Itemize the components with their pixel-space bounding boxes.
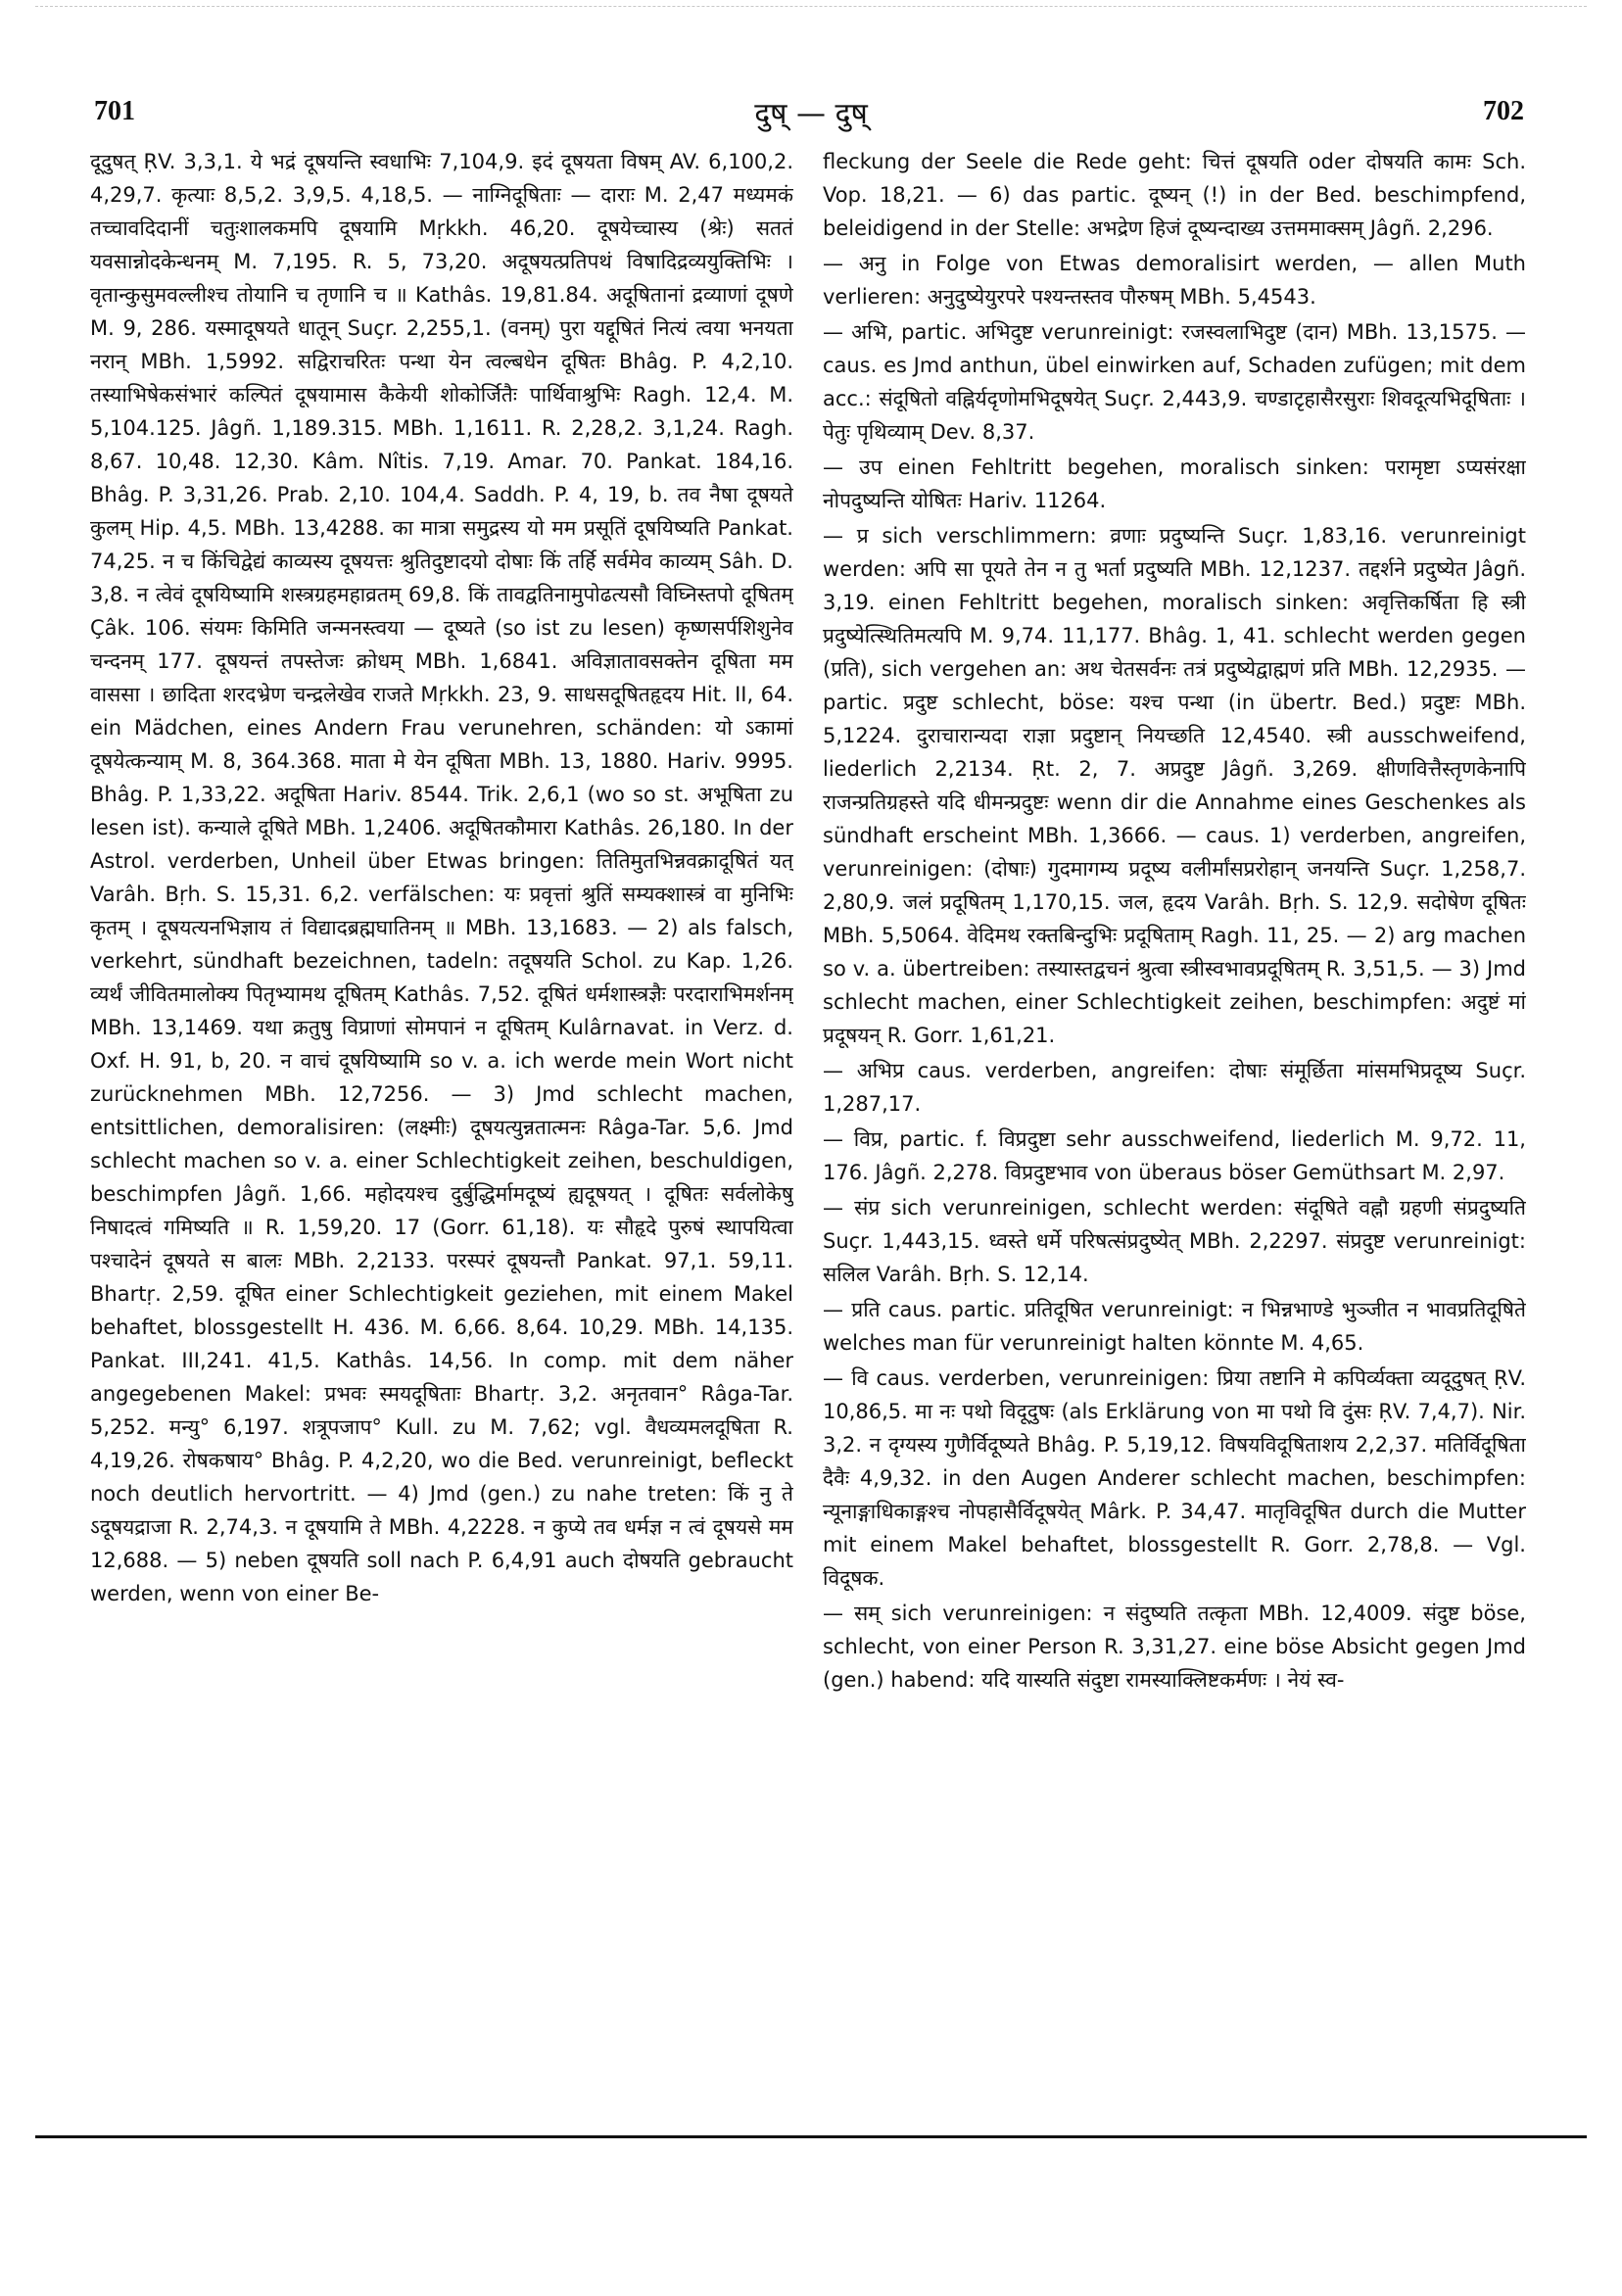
right-column	[823, 145, 1526, 2053]
entry-upa: — उप einen Fehltritt begehen, moralisch sinken: परामृष्टा ऽप्यसंरक्षा नोपदुष्यन्ति योषितः Hariv. 11264.	[823, 455, 1526, 512]
entry-sam: — सम् sich verunreinigen: न संदुष्यति तत्कृता MBh. 12,4009. संदुष्ट böse, schlecht, von einer Person R. 3,31,27. eine böse Absicht gegen Jmd (gen.) habend: यदि यास्यति संदुष्टा रामस्याक्लिष्टकर्मणः । नेयं स्व-	[823, 1602, 1526, 1692]
left-column-text: दूदुषत् ṚV. 3,3,1. ये भद्रं दूषयन्ति स्वधाभिः 7,104,9. इदं दूषयता विषम् AV. 6,100,2. 4,29,7. कृत्याः 8,5,2. 3,9,5. 4,18,5. — नाग्निदूषिताः — दाराः M. 2,47 मध्यमकं तच्चावदिदानीं चतुःशालकमपि दूषयामि Mṛkkh. 46,20. दूषयेच्चास्य (श्रेः) सततं यवसान्नोदकेन्धनम् M. 7,195. R. 5, 73,20. अदूषयत्प्रतिपथं विषादिद्रव्ययुक्तिभिः । वृतान्कुसुमवल्लीश्च तोयानि च तृणानि च ॥ Kathâs. 19,81.84. अदूषितानां द्रव्याणां दूषणे M. 9, 286. यस्मादूषयते धातून् Suçr. 2,255,1. (वनम्) पुरा यद्दूषितं नित्यं त्वया भनयता नरान् MBh. 1,5992. सद्विराचरितः पन्था येन त्वल्बधेन दूषितः Bhâg. P. 4,2,10. तस्याभिषेकसंभारं कल्पितं दूषयामास कैकेयी शोकोर्जितैः पार्थिवाश्रुभिः Ragh. 12,4. M. 5,104.125. Jâgñ. 1,189.315. MBh. 1,1611. R. 2,28,2. 3,1,24. Ragh. 8,67. 10,48. 12,30. Kâm. Nîtis. 7,19. Amar. 70. Pankat. 184,16. Bhâg. P. 3,31,26. Prab. 2,10. 104,4. Saddh. P. 4, 19, b. तव नैषा दूषयते कुलम् Hip. 4,5. MBh. 13,4288. का मात्रा समुद्रस्य यो मम प्रसूतिं दूषयिष्यति Pankat. 74,25. न च किंचिद्वेद्यं काव्यस्य दूषयत्तः श्रुतिदुष्टादयो दोषाः किं तर्हि सर्वमेव काव्यम् Sâh. D. 3,8. न त्वेवं दूषयिष्यामि शस्त्रग्रहमहाव्रतम् 69,8. किं तावद्वतिनामुपोढत्यसौ विघ्निस्तपो दूषितम् Çâk. 106. संयमः किमिति जन्मनस्त्वया — दूष्यते (so ist zu lesen) कृष्णसर्पशिशुनेव चन्दनम् 177. दूषयन्तं तपस्तेजः क्रोधम् MBh. 1,6841. अविज्ञातावसक्तेन दूषिता मम वाससा । छादिता शरदभ्रेण चन्द्रलेखेव राजते Mṛkkh. 23, 9. साधसदूषितहृदय Hit. II, 64. ein Mädchen, eines Andern Frau verunehren, schänden: यो ऽकामां दूषयेत्कन्याम् M. 8, 364.368. माता मे येन दूषिता MBh. 13, 1880. Hariv. 9995. Bhâg. P. 1,33,22. अदूषिता Hariv. 8544. Trik. 2,6,1 (wo so st. अभूषिता zu lesen ist). कन्याले दूषिते MBh. 1,2406. अदूषितकौमारा Kathâs. 26,180. In der Astrol. verderben, Unheil über Etwas bringen: तितिमुतभिन्नवक्रादूषितं यत् Varâh. Bṛh. S. 15,31. 6,2. verfälschen: यः प्रवृत्तां श्रुतिं सम्यक्शास्त्रं वा मुनिभिः कृतम् । दूषयत्यनभिज्ञाय तं विद्यादब्रह्मघातिनम् ॥ MBh. 13,1683. — 2) als falsch, verkehrt, sündhaft bezeichnen, tadeln: तदूषयति Schol. zu Kap. 1,26. व्यर्थं जीवितमालोक्य पितृभ्यामथ दूषितम् Kathâs. 7,52. दूषितं धर्मशास्त्रज्ञैः परदाराभिमर्शनम् MBh. 13,1469. यथा क्रतुषु विप्राणां सोमपानं न दूषितम् Kulârnavat. in Verz. d. Oxf. H. 91, b, 20. न वाचं दूषयिष्यामि so v. a. ich werde mein Wort nicht zurücknehmen MBh. 12,7256. — 3) Jmd schlecht machen, entsittlichen, demoralisiren: (लक्ष्मीः) दूषयत्युन्नतात्मनः Râga-Tar. 5,6. Jmd schlecht machen so v. a. einer Schlechtigkeit zeihen, beschuldigen, beschimpfen Jâgñ. 1,66. महोदयश्च दुर्बुद्धिर्मामदूष्यं ह्यदूषयत् । दूषितः सर्वलोकेषु निषादत्वं गमिष्यति ॥ R. 1,59,20. 17 (Gorr. 61,18). यः सौहृदे पुरुषं स्थापयित्वा पश्चादेनं दूषयते स बालः MBh. 2,2133. परस्परं दूषयन्तौ Pankat. 97,1. 59,11. Bhartṛ. 2,59. दूषित einer Schlechtigkeit geziehen, mit einem Makel behaftet, blossgestellt H. 436. M. 6,66. 8,64. 10,29. MBh. 14,135. Pankat. III,241. 41,5. Kathâs. 14,56. In comp. mit dem näher angegebenen Makel: प्रभवः स्मयदूषिताः Bhartṛ. 3,2. अनृतवान° Râga-Tar. 5,252. मन्यु° 6,197. शत्रूपजाप° Kull. zu M. 7,62; vgl. वैधव्यमलदूषिता R. 4,19,26. रोषकषाय° Bhâg. P. 4,2,20, wo die Bed. verunreinigt, befleckt noch deutlich hervortritt. — 4) Jmd (gen.) zu nahe treten: किं नु ते ऽदूषयद्राजा R. 2,74,3. न दूषयामि ते MBh. 4,2228. न कुप्ये तव धर्मज्ञ न त्वं दूषयसे मम 12,688. — 5) neben दूषयति soll nach P. 6,4,91 auch दोषयति gebraucht werden, wenn von einer Be-	[90, 150, 793, 1605]
entry-vipra: — विप्र, partic. f. विप्रदुष्टा sehr ausschweifend, liederlich M. 9,72. 11, 176. Jâgñ. 2,278. विप्रदुष्टभाव von überaus böser Gemüthsart M. 2,97.	[823, 1127, 1526, 1184]
entry-anu: — अनु in Folge von Etwas demoralisirt werden, — allen Muth verlieren: अनुदुष्येयुरपरे पश्यन्तस्तव पौरुषम् MBh. 5,4543.	[823, 252, 1526, 309]
right-page-number: 702	[1483, 96, 1524, 126]
page-header	[88, 96, 1534, 135]
entry-prati: — प्रति caus. partic. प्रतिदूषित verunreinigt: न भिन्नभाण्डे भुञ्जीत न भावप्रतिदूषिते welches man für verunreinigt halten könnte M. 4,65.	[823, 1298, 1526, 1355]
left-page-number: 701	[94, 96, 135, 126]
left-column	[90, 145, 793, 2045]
top-scan-edge	[35, 6, 1587, 7]
entry-sampra: — संप्र sich verunreinigen, schlecht werden: संदूषिते वह्नौ ग्रहणी संप्रदुष्यति Suçr. 1,443,15. ध्वस्ते धर्मे परिषत्संप्रदुष्येत् MBh. 2,2297. संप्रदुष्ट verunreinigt: सलिल Varâh. Bṛh. S. 12,14.	[823, 1196, 1526, 1286]
entry-vi: — वि caus. verderben, verunreinigen: प्रिया तष्टानि मे कपिर्व्यक्ता व्यदूदुषत् ṚV. 10,86,5. मा नः पथो विदूदुषः (als Erklärung von मा पथो वि दुंसः ṚV. 7,4,7). Nir. 3,2. न दृग्यस्य गुणैर्विदूष्यते Bhâg. P. 5,19,12. विषयविदूषिताशय 2,2,37. मतिर्विदूषिता दैवैः 4,9,32. in den Augen Anderer schlecht machen, beschimpfen: न्यूनाङ्गाधिकाङ्गश्च नोपहासैर्विदूषयेत् Mârk. P. 34,47. मातृविदूषित durch die Mutter mit einem Makel behaftet, blossgestellt R. Gorr. 2,78,8. — Vgl. विदूषक.	[823, 1366, 1526, 1590]
bottom-rule	[35, 2135, 1587, 2138]
entry-pra: — प्र sich verschlimmern: व्रणाः प्रदुष्यन्ति Suçr. 1,83,16. verunreinigt werden: अपि सा पूयते तेन न तु भर्ता प्रदुष्यति MBh. 12,1237. तद्दर्शने प्रदुष्येत Jâgñ. 3,19. einen Fehltritt begehen, moralisch sinken: अवृत्तिकर्षिता हि स्त्री प्रदुष्येत्स्थितिमत्यपि M. 9,74. 11,177. Bhâg. 1, 41. schlecht werden gegen (प्रति), sich vergehen an: अथ चेतसर्वनः तत्रं प्रदुष्येद्वाह्मणं प्रति MBh. 12,2935. — partic. प्रदुष्ट schlecht, böse: यश्च पन्था (in übertr. Bed.) प्रदुष्टः MBh. 5,1224. दुराचारान्यदा राज्ञा प्रदुष्टान् नियच्छति 12,4540. स्त्री ausschweifend, liederlich 2,2134. Ṛt. 2, 7. अप्रदुष्ट Jâgñ. 3,269. क्षीणवित्तैस्तृणकेनापि राजन्प्रतिग्रहस्ते यदि धीमन्प्रदुष्टः wenn dir die Annahme eines Geschenkes als sündhaft erscheint MBh. 1,3666. — caus. 1) verderben, angreifen, verunreinigen: (दोषाः) गुदमागम्य प्रदूष्य वलीर्मांसप्ररोहान् जनयन्ति Suçr. 1,258,7. 2,80,9. जलं प्रदूषितम् 1,170,15. जल, हृदय Varâh. Bṛh. S. 12,9. सदोषेण दूषितः MBh. 5,5064. वेदिमथ रक्तबिन्दुभिः प्रदूषिताम् Ragh. 11, 25. — 2) arg machen so v. a. übertreiben: तस्यास्तद्वचनं श्रुत्वा स्त्रीस्वभावप्रदूषितम् R. 3,51,5. — 3) Jmd schlecht machen, einer Schlechtigkeit zeihen, beschimpfen: अदुष्टं मां प्रदूषयन् R. Gorr. 1,61,21.	[823, 524, 1526, 1047]
entry-abhipra: — अभिप्र caus. verderben, angreifen: दोषाः संमूर्छिता मांसमभिप्रदूष्य Suçr. 1,287,17.	[823, 1059, 1526, 1116]
running-head: दुष् — दुष्	[754, 97, 868, 131]
entry-abhi: — अभि, partic. अभिदुष्ट verunreinigt: रजस्वलाभिदुष्ट (दान) MBh. 13,1575. — caus. es Jmd anthun, übel einwirken auf, Schaden zufügen; mit dem acc.: संदूषितो वह्निर्यदृणोमभिदूषयेत् Suçr. 2,443,9. चण्डाटृहासैरसुराः शिवदूत्यभिदूषिताः । पेतुः पृथिव्याम् Dev. 8,37.	[823, 320, 1526, 444]
entry-paragraph: fleckung der Seele die Rede geht: चित्तं दूषयति oder दोषयति कामः Sch. Vop. 18,21. — 6) das partic. दूष्यन् (!) in der Bed. beschimpfend, beleidigend in der Stelle: अभद्रेण हिजं दूष्यन्दाख्य उत्तममाक्सम् Jâgñ. 2,296.	[823, 150, 1526, 240]
